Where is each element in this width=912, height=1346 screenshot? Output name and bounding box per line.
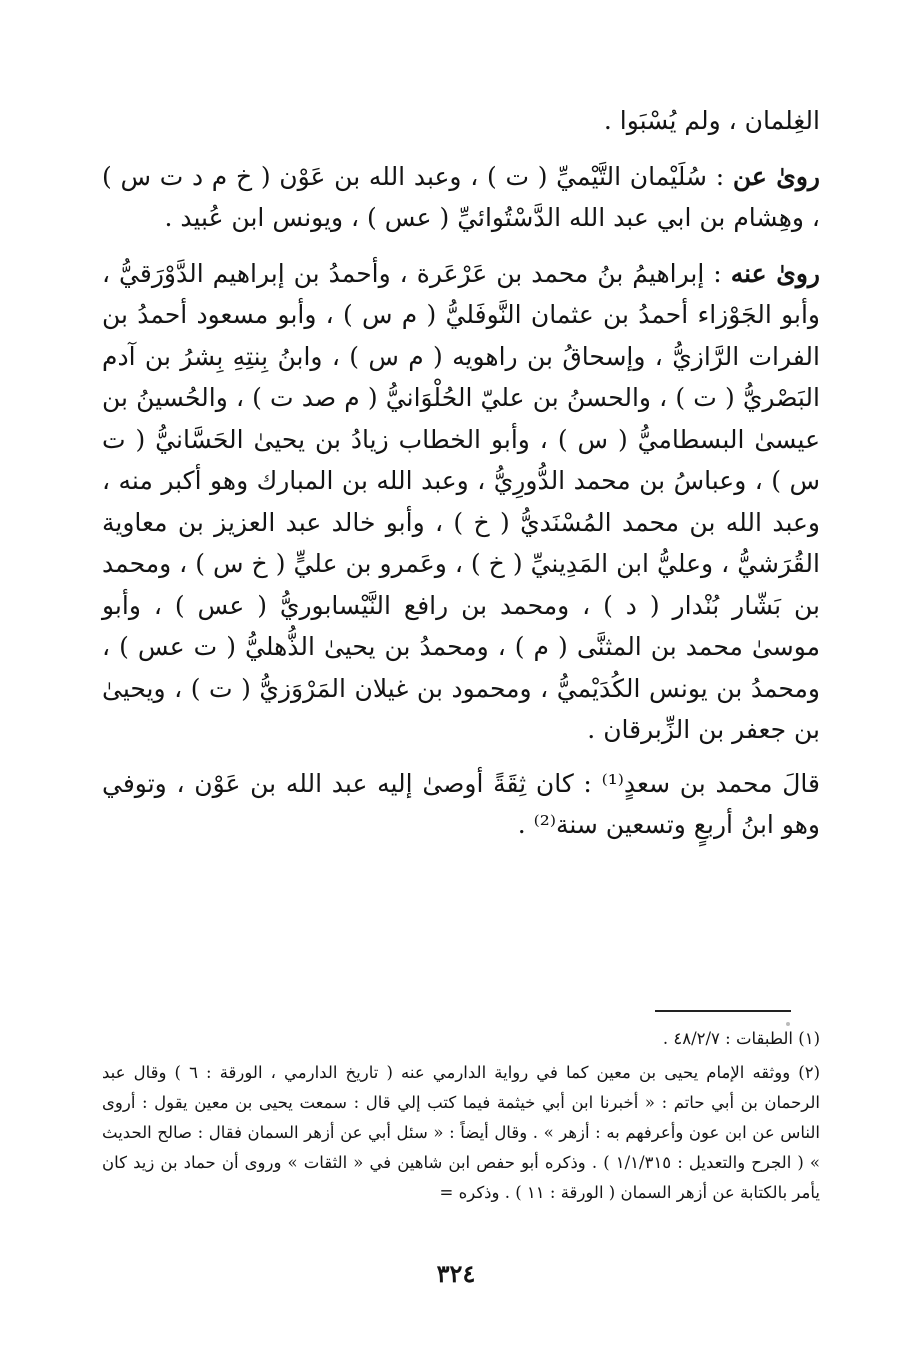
narrated-from-heading: روىٰ عن: [732, 161, 820, 191]
narrators-from-him-heading: روىٰ عنه: [730, 258, 821, 288]
narrators-from-him-paragraph: [102, 253, 820, 751]
narrated-from-paragraph: [102, 156, 820, 239]
narrated-from-text: : سُلَيْمان التَّيْميِّ ( ت ) ، وعبد الله بن عَوْن ( خ م د ت س ) ، وهِشام بن ابي عبد الله الدَّسْتُوائيِّ ( عس ) ، ويونس ابن عُبيد .: [102, 161, 820, 232]
narrators-from-him-text: : إبراهيمُ بنُ محمد بن عَرْعَرة ، وأحمدُ بن إبراهيم الدَّوْرَقيُّ ، وأبو الجَوْزاء أحمدُ بن عثمان النَّوفَليُّ ( م س ) ، وأبو مسعود أحمدُ بن الفرات الرَّازيُّ ، وإسحاقُ بن راهويه ( م س ) ، وابنُ بِنتِهِ بِشرُ بن آدم البَصْريُّ ( ت ) ، والحسنُ بن عليّ الحُلْوَانيُّ ( م صد ت ) ، والحُسينُ بن عيسىٰ البسطاميُّ ( س ) ، وأبو الخطاب زيادُ بن يحيىٰ الحَسَّانيُّ ( ت س ) ، وعباسُ بن محمد الدُّورِيُّ ، وعبد الله بن المبارك وهو أكبر منه ، وعبد الله بن محمد المُسْنَديُّ ( خ ) ، وأبو خالد عبد العزيز بن معاوية القُرَشيُّ ، وعليُّ ابن المَدِينيِّ ( خ ) ، وعَمرو بن عليٍّ ( خ س ) ، ومحمد بن بَشّار بُنْدار ( د ) ، ومحمد بن رافع النَّيْسابوريُّ ( عس ) ، وأبو موسىٰ محمد بن المثنَّى ( م ) ، ومحمدُ بن يحيىٰ الذُّهليُّ ( ت عس ) ، ومحمدُ بن يونس الكُدَيْميُّ ، ومحمود بن غيلان المَرْوَزيُّ ( ت ) ، ويحيىٰ بن جعفر بن الزِّبرقان .: [102, 258, 820, 744]
continuation-paragraph: الغِلمان ، ولم يُسْبَوا .: [603, 106, 820, 135]
footnotes: [102, 1024, 820, 1208]
footnote-1: (١) الطبقات : ٤٨/٢/٧ .: [662, 1029, 820, 1048]
footnote-2: (٢) ووثقه الإمام يحيى بن معين كما في رواية الدارمي عنه ( تاريخ الدارمي ، الورقة : ٦ ) وقال عبد الرحمان بن أبي حاتم : « أخبرنا ابن أبي خيثمة فيما كتب إلي قال : سمعت يحيى بن معين يقول : أروى الناس عن ابن عون وأعرفهم به : أزهر » . وقال أيضاً : « سئل أبي عن أزهر السمان فقال : صالح الحديث » ( الجرح والتعديل : ١/١/٣١٥ ) . وذكره أبو حفص ابن شاهين في « الثقات » وروى أن حماد بن زيد كان يأمر بالكتابة عن أزهر السمان ( الورقة : ١١ ) . وذكره =: [102, 1063, 821, 1202]
page-number: ٣٢٤: [436, 1259, 476, 1288]
footnote-separator: [655, 1010, 791, 1012]
main-text: [102, 100, 820, 846]
ibn-saad-statement: قالَ محمد بن سعدٍ⁽¹⁾ : كان ثِقَةً أوصىٰ إليه عبد الله بن عَوْن ، وتوفي وهو ابنُ أربعٍ وتسعين سنة⁽²⁾ .: [102, 768, 820, 839]
